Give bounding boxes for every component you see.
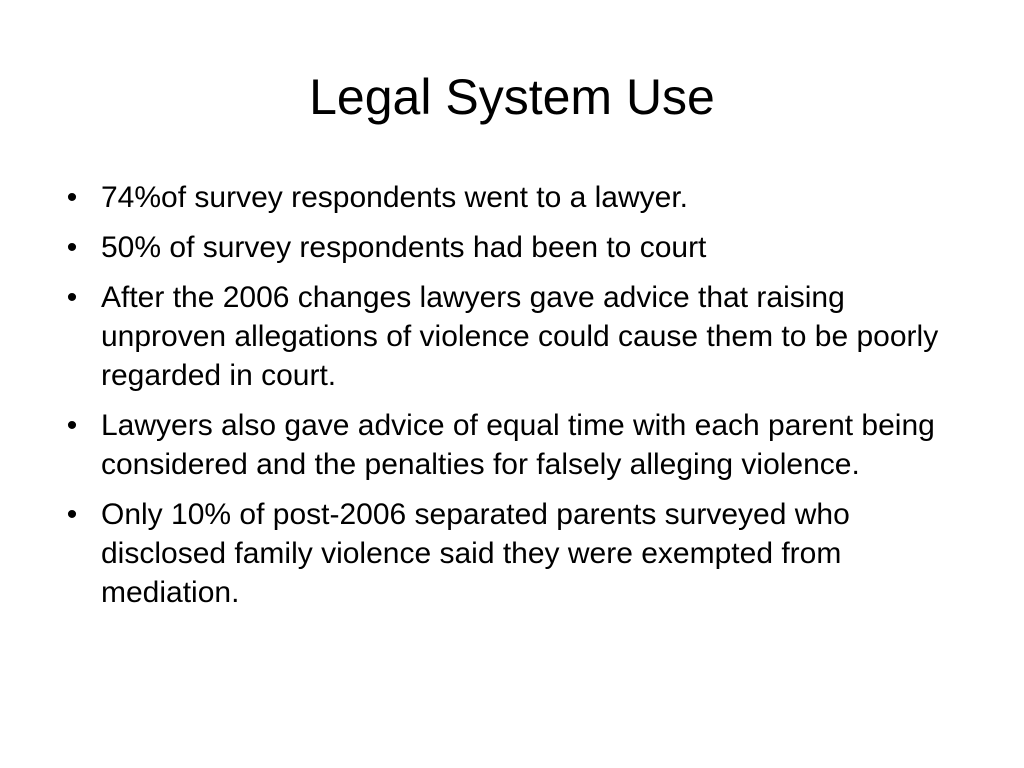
bullet-item [62,495,962,612]
bullet-text: 50% of survey respondents had been to court [101,231,707,264]
bullet-icon: • [66,409,78,442]
bullet-list [62,178,962,623]
bullet-text: Only 10% of post-2006 separated parents surveyed who disclosed family violence said they were exempted from mediation. [101,498,850,609]
bullet-item [62,406,962,484]
slide-title: Legal System Use [309,69,715,125]
bullet-item [62,228,962,267]
bullet-text: After the 2006 changes lawyers gave advice that raising unproven allegations of violence could cause them to be poorly regarded in court. [101,281,939,392]
bullet-item [62,278,962,395]
bullet-icon: • [66,231,78,264]
bullet-text: 74%of survey respondents went to a lawyer. [101,181,688,214]
bullet-item [62,178,962,217]
bullet-text: Lawyers also gave advice of equal time with each parent being considered and the penalties for falsely alleging violence. [101,409,935,481]
bullet-icon: • [66,498,78,531]
bullet-icon: • [66,281,78,314]
bullet-icon: • [66,181,78,214]
